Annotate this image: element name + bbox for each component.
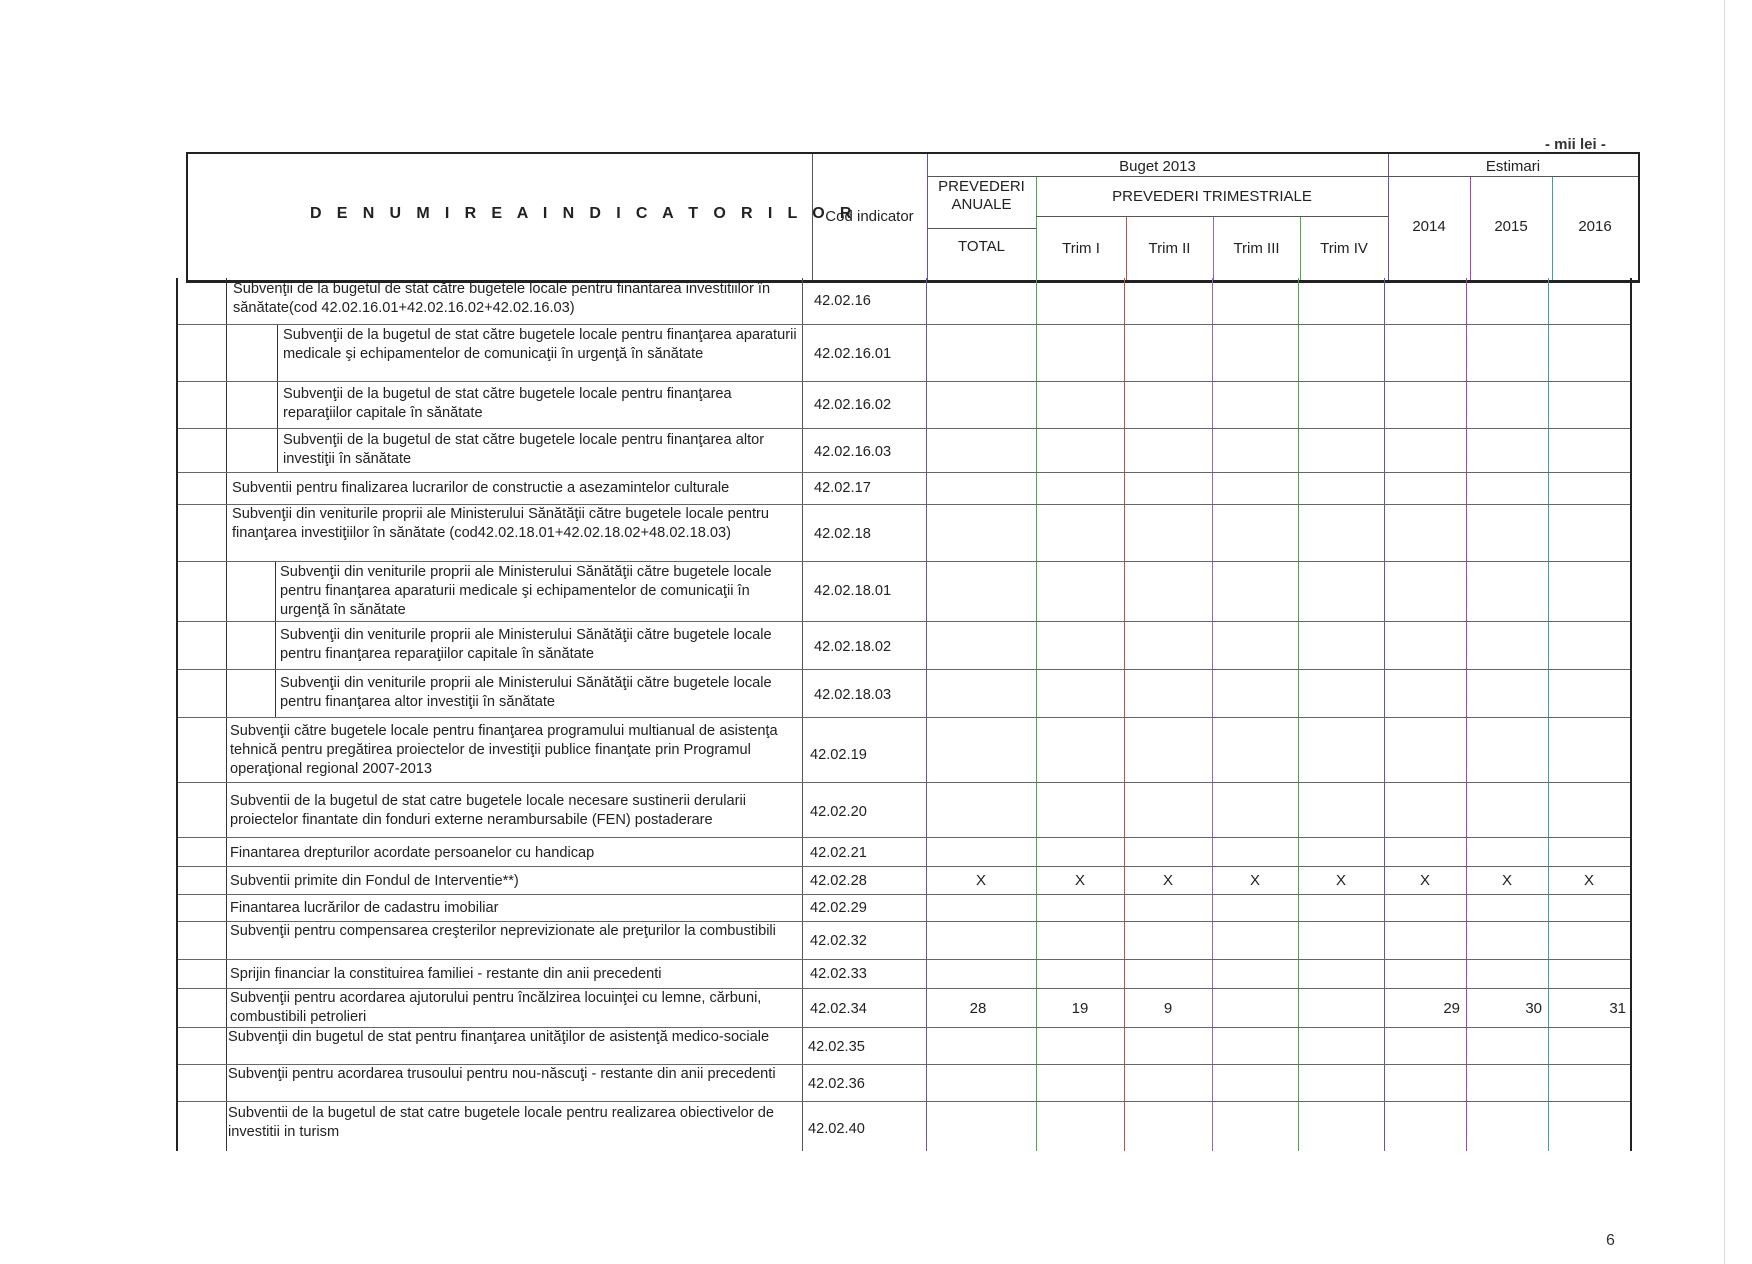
indicator-code: 42.02.18 (814, 526, 871, 542)
indicator-name: Subvenţii de la bugetul de stat către bugetele locale pentru finanţarea reparaţiilor capitale în sănătate (283, 386, 732, 421)
y2015-value: X (1501, 872, 1512, 889)
indicator-name: Subvenţii din bugetul de stat pentru finanţarea unităţilor de asistenţă medico-sociale (228, 1029, 770, 1045)
indicator-name: Subvenţii din veniturile proprii ale Ministerului Sănătăţii către bugetele locale pentru finanţarea altor investiţii în sănătate (280, 675, 772, 710)
budget-label: Buget 2013 (1119, 158, 1196, 175)
total-label: TOTAL (958, 238, 1005, 255)
indent-line (277, 325, 278, 381)
indicator-code: 42.02.19 (810, 747, 867, 763)
table-row (178, 382, 1630, 429)
q3-label: Trim III (1233, 240, 1280, 257)
indicator-name: Subvenţii pentru acordarea ajutorului pentru încălzirea locuinţei cu lemne, cărbuni, combustibili petrolieri (230, 990, 762, 1025)
table-body (176, 278, 1632, 1151)
quarterly-label: PREVEDERI TRIMESTRIALE (1112, 188, 1312, 205)
q2-value: 9 (1163, 1000, 1173, 1017)
indicator-code: 42.02.32 (810, 933, 867, 949)
table-row (178, 838, 1630, 867)
header-rule (1036, 216, 1388, 217)
indicator-name: Subvenţii pentru compensarea creşterilor neprevizionate ale preţurilor la combustibili (230, 923, 776, 939)
annual-label: PREVEDERI ANUALE (938, 178, 1025, 213)
q2-value: X (1162, 872, 1173, 889)
indicator-name: Finantarea drepturilor acordate persoanelor cu handicap (230, 845, 595, 861)
total-value: 28 (969, 1000, 987, 1017)
table-row (178, 989, 1630, 1028)
y2014-value: 29 (1443, 1000, 1460, 1017)
estimates-label: Estimari (1485, 158, 1541, 175)
indicator-code: 42.02.18.02 (814, 639, 892, 655)
table-row (178, 783, 1630, 838)
name-column-header: D E N U M I R E A I N D I C A T O R I L O R (310, 205, 857, 222)
indicator-code: 42.02.40 (808, 1121, 865, 1137)
table-row (178, 278, 1630, 325)
indicator-code: 42.02.28 (810, 873, 867, 889)
q1-value: X (1074, 872, 1085, 889)
indicator-code: 42.02.33 (810, 966, 867, 982)
indicator-name: Finantarea lucrărilor de cadastru imobiliar (230, 900, 499, 916)
indent-line (275, 670, 276, 717)
y2015-value: 30 (1525, 1000, 1542, 1017)
page-number: 6 (1606, 1232, 1615, 1249)
indent-line (277, 429, 278, 472)
indicator-name: Subvenţii către bugetele locale pentru finanţarea programului multianual de asistenţa tehnică pentru pregătirea proiectelor de investiţii publice finanţate prin Programul operaţional regional 2007-2013 (230, 723, 778, 777)
y2016-value: 31 (1609, 1000, 1626, 1017)
table-row (178, 1065, 1630, 1102)
indicator-name: Sprijin financiar la constituirea familiei - restante din anii precedenti (230, 966, 662, 982)
table-row (178, 1028, 1630, 1065)
q1-label: Trim I (1062, 240, 1100, 257)
indicator-name: Subvenţii din veniturile proprii ale Ministerului Sănătăţii către bugetele locale pentru finanţarea reparaţiilor capitale în sănătate (280, 627, 772, 662)
y2016-label: 2016 (1578, 218, 1612, 235)
code-column-header: Cod indicator (825, 208, 914, 225)
indicator-code: 42.02.16.03 (814, 444, 892, 460)
indicator-code: 42.02.21 (810, 845, 867, 861)
table-row (178, 895, 1630, 922)
y2014-value: X (1419, 872, 1430, 889)
q2-label: Trim II (1148, 240, 1191, 257)
q4-label: Trim IV (1320, 240, 1368, 257)
indicator-code: 42.02.36 (808, 1076, 865, 1092)
indicator-code: 42.02.17 (814, 480, 871, 496)
table-row (178, 960, 1630, 989)
indicator-name: Subvenţii de la bugetul de stat către bugetele locale pentru finantarea investitiilor în sănătate(cod 42.02.16.01+42.02.16.02+42.02.16.03) (233, 281, 771, 316)
table-row (178, 429, 1630, 473)
header-rule (927, 228, 1036, 229)
table-row (178, 622, 1630, 670)
indicator-name: Subvenţii de la bugetul de stat către bugetele locale pentru finanţarea aparaturii medicale şi echipamentelor de comunicaţii în urgenţă în sănătate (283, 327, 797, 362)
indicator-name: Subvenţii de la bugetul de stat către bugetele locale pentru finanţarea altor investiţii în sănătate (283, 432, 765, 467)
indicator-name: Subvenţii din veniturile proprii ale Ministerului Sănătăţii către bugetele locale pentru finanţarea aparaturii medicale şi echipamentelor de comunicaţii în urgenţă în sănătate (280, 564, 772, 618)
total-value: X (975, 872, 986, 889)
y2016-value: X (1583, 872, 1594, 889)
indicator-code: 42.02.34 (810, 1001, 867, 1017)
indent-line (275, 562, 276, 621)
indicator-code: 42.02.29 (810, 900, 867, 916)
q3-value: X (1249, 872, 1260, 889)
scan-edge (1724, 0, 1725, 1264)
header-rule (927, 176, 1638, 177)
indent-line (275, 622, 276, 669)
y2015-label: 2015 (1494, 218, 1528, 235)
table-row (178, 867, 1630, 895)
unit-label: - mii lei - (1545, 136, 1606, 153)
indicator-name: Subventii primite din Fondul de Interventie**) (230, 873, 519, 889)
indicator-code: 42.02.18.01 (814, 583, 892, 599)
table-row (178, 1102, 1630, 1150)
indicator-code: 42.02.16 (814, 293, 871, 309)
indent-line (277, 382, 278, 428)
table-row (178, 325, 1630, 382)
q1-value: 19 (1071, 1000, 1089, 1017)
table-row (178, 505, 1630, 562)
indicator-name: Subvenţii din veniturile proprii ale Ministerului Sănătăţii către bugetele locale pentru finanţarea investiţiilor în sănătate (cod42.02.18.01+42.02.18.02+48.02.18.03) (232, 506, 770, 541)
indicator-code: 42.02.16.01 (814, 346, 892, 362)
y2014-label: 2014 (1412, 218, 1446, 235)
table-row (178, 670, 1630, 718)
table-row (178, 473, 1630, 505)
indicator-code: 42.02.35 (808, 1039, 865, 1055)
table-row (178, 922, 1630, 960)
indicator-name: Subvenţii pentru acordarea trusoului pentru nou-născuţi - restante din anii precedenti (228, 1066, 776, 1082)
table-row (178, 562, 1630, 622)
indicator-code: 42.02.18.03 (814, 687, 892, 703)
indicator-name: Subventii de la bugetul de stat catre bugetele locale pentru realizarea obiectivelor de investitii in turism (228, 1105, 774, 1140)
table-row (178, 718, 1630, 783)
indicator-code: 42.02.20 (810, 804, 867, 820)
indicator-name: Subventii pentru finalizarea lucrarilor de constructie a asezamintelor culturale (232, 480, 730, 496)
indicator-code: 42.02.16.02 (814, 397, 892, 413)
q4-value: X (1335, 872, 1346, 889)
indicator-name: Subventii de la bugetul de stat catre bugetele locale necesare sustinerii derularii proiectelor finantate din fonduri externe nerambursabile (FEN) postaderare (230, 793, 746, 828)
